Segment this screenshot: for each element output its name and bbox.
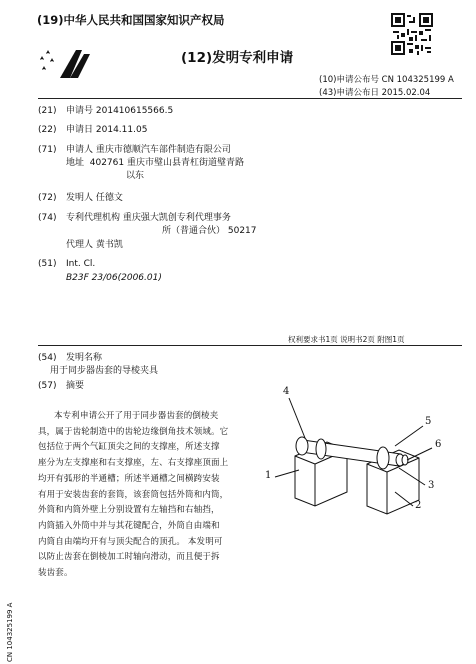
field-label: 专利代理机构 [66,213,121,223]
figure-label-6: 6 [435,439,442,450]
field-code: (54) [38,353,57,363]
field-code: (22) [38,125,57,135]
figure-label-4: 4 [283,386,290,397]
abstract-text [38,409,246,582]
field-label: 发明人 [66,193,94,203]
abstract-line: 内筒插入外筒中并与其花键配合，外筒自由端和 [38,520,220,531]
abstract-line: 具，属于齿轮制造中的齿轮边缘倒角技术领域。它 [38,426,229,437]
agency-line-2: 所（普通合伙） 50217 [162,226,257,236]
figure-label-2: 2 [415,500,422,511]
counts-rule [38,345,462,346]
applicant: 重庆市德顺汽车部件制造有限公司 [95,145,231,155]
office-name: (19)中华人民共和国国家知识产权局 [37,13,225,27]
page-counts: 权利要求书1页 说明书2页 附图1页 [288,335,405,344]
int-cl-row [38,259,95,269]
applicant-row [38,142,231,155]
address-line-2: 以东 [126,171,145,181]
abstract-line: 有用于安装齿套的套筒，该套筒包括外筒和内筒， [38,489,229,500]
application-number: 201410615566.5 [95,106,174,116]
abstract-line: 外筒和内筒外壁上分别设置有左轴挡和右轴挡， [38,505,220,516]
field-label: 发明名称 [66,353,103,363]
header-rule [38,98,462,99]
abstract-line: 装齿套。 [38,568,73,579]
field-label: 申请人 [66,145,94,155]
title-heading [38,350,102,363]
field-label: 摘要 [66,381,85,391]
inventor: 任德文 [95,193,123,203]
field-label: 地址 [66,158,85,168]
figure-label-1: 1 [265,470,272,481]
agent: 黄书凯 [95,240,123,250]
figure-label-3: 3 [428,480,435,491]
abstract-line: 本专利申请公开了用于同步器齿套的倒棱夹 [54,411,219,421]
publication-date: (43)申请公布日 2015.02.04 [319,88,431,98]
field-code: (21) [38,106,57,116]
side-publication-number: CN 104325199 A [6,602,14,662]
abstract-line: 内筒自由端均开有与顶尖配合的顶孔。 本发明可 [38,536,223,547]
field-label: 申请日 [66,125,94,135]
address-line-1: 402761 重庆市璧山县青杠街道璧青路 [89,158,244,168]
field-code: (72) [38,193,57,203]
abstract-heading [38,378,84,391]
field-code: (51) [38,259,57,269]
abstract-figure [255,384,460,534]
address-row [66,155,244,168]
agency-row [38,210,231,223]
field-label: Int. Cl. [66,259,96,269]
cnipa-logo [36,46,94,80]
qr-code [391,13,433,55]
application-date-row [38,122,147,135]
field-code: (74) [38,213,57,223]
inventor-row [38,190,123,203]
figure-label-5: 5 [425,416,432,427]
field-code: (57) [38,381,57,391]
application-date: 2014.11.05 [95,125,148,135]
abstract-line: 包括位于两个气缸顶尖之间的支撑座，所述支撑 [38,442,220,453]
abstract-line: 座分为左支撑座和右支撑座，左、右支撑座顶面上 [38,458,229,469]
application-number-row [38,103,173,116]
field-label: 代理人 [66,240,94,250]
field-code: (71) [38,145,57,155]
document-type: (12)发明专利申请 [181,50,294,66]
invention-title: 用于同步器齿套的导棱夹具 [50,366,159,376]
int-cl-value: B23F 23/06(2006.01) [66,273,162,283]
agent-row [66,237,123,250]
field-label: 申请号 [66,106,94,116]
abstract-line: 均开有弧形的半通槽；所述半通槽之间横跨安装 [38,473,220,484]
agency-line-1: 重庆强大凯创专利代理事务 [122,213,231,223]
abstract-line: 以防止齿套在倒棱加工时轴向滑动，而且便于拆 [38,552,220,563]
publication-number: (10)申请公布号 CN 104325199 A [319,75,454,85]
